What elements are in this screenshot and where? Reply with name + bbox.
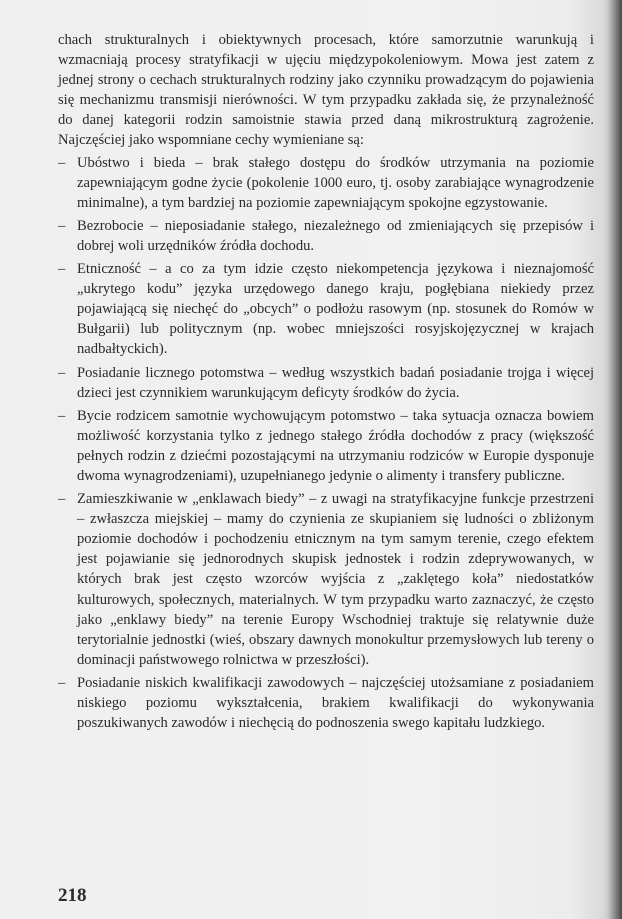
list-item: – Bezrobocie – nieposiadanie stałego, niezależnego od zmieniających się przepisów i dobrej woli urzędników źródła dochodu. [58, 216, 594, 256]
list-item: – Bycie rodzicem samotnie wychowującym potomstwo – taka sytuacja oznacza bowiem możliwość korzystania tylko z jednego stałego źródła dochodów z pracy (większość pełnych rodzin z dziećmi pozostającymi na utrzymaniu rodziców w Europie dysponuje dwoma wynagrodzeniami), uzupełnianego jedynie o alimenty i transfery publiczne. [58, 406, 594, 486]
feature-list [58, 153, 594, 734]
body-text [58, 30, 594, 736]
list-item: – Ubóstwo i bieda – brak stałego dostępu do środków utrzymania na poziomie zapewniającym godne życie (pokolenie 1000 euro, tj. osoby zarabiające wynagrodzenie minimalne), a tym bardziej na poziomie zapewniającym spokojne egzystowanie. [58, 153, 594, 213]
list-item: – Posiadanie licznego potomstwa – według wszystkich badań posiadanie trojga i więcej dzieci jest czynnikiem warunkującym deficyty środków do życia. [58, 363, 594, 403]
list-item: – Posiadanie niskich kwalifikacji zawodowych – najczęściej utożsamiane z posiadaniem niskiego poziomu wykształcenia, brakiem kwalifikacji do wykonywania poszukiwanych zawodów i niechęcią do podnoszenia swego kapitału ludzkiego. [58, 673, 594, 733]
intro-paragraph: chach strukturalnych i obiektywnych procesach, które samorzutnie warunkują i wzmacniają procesy stratyfikacji w ujęciu międzypokoleniowym. Mowa jest zatem z jednej strony o cechach strukturalnych rodziny jako czynniku prowadzącym do pojawienia się mechanizmu transmisji nierówności. W tym przypadku zakłada się, że przynależność do danej kategorii rodzin samoistnie stawia przed daną mikrostrukturą zagrożenie. Najczęściej jako wspomniane cechy wymieniane są: [58, 32, 594, 149]
page-spine-shadow [608, 0, 622, 919]
list-item: – Etniczność – a co za tym idzie często niekompetencja językowa i nieznajomość „ukrytego kodu” języka urzędowego danego kraju, pogłębiana niekiedy przez pojawiającą się niechęć do „obcych” o podłożu rasowym (np. stosunek do Romów w Bułgarii) lub politycznym (np. wobec mniejszości rosyjskojęzycznej w krajach nadbałtyckich). [58, 259, 594, 359]
list-item: – Zamieszkiwanie w „enklawach biedy” – z uwagi na stratyfikacyjne funkcje przestrzeni – zwłaszcza miejskiej – mamy do czynienia ze skupianiem się ludności o zbliżonym poziomie dochodów i pochodzeniu etnicznym na tym samym terenie, czego efektem jest pojawianie się jednorodnych skupisk jednostek i rodzin zdeprywowanych, w których brak jest często wzorców wyjścia z „zaklętego koła” niedostatków kulturowych, społecznych, materialnych. W tym przypadku warto zaznaczyć, że często jako „enklawy biedy” na terenie Europy Wschodniej traktuje się relatywnie duże terytorialnie jednostki (wieś, obszary dawnych monokultur przemysłowych lub tereny o dominacji państwowego rolnictwa w przeszłości). [58, 489, 594, 670]
page-number: 218 [58, 885, 87, 906]
